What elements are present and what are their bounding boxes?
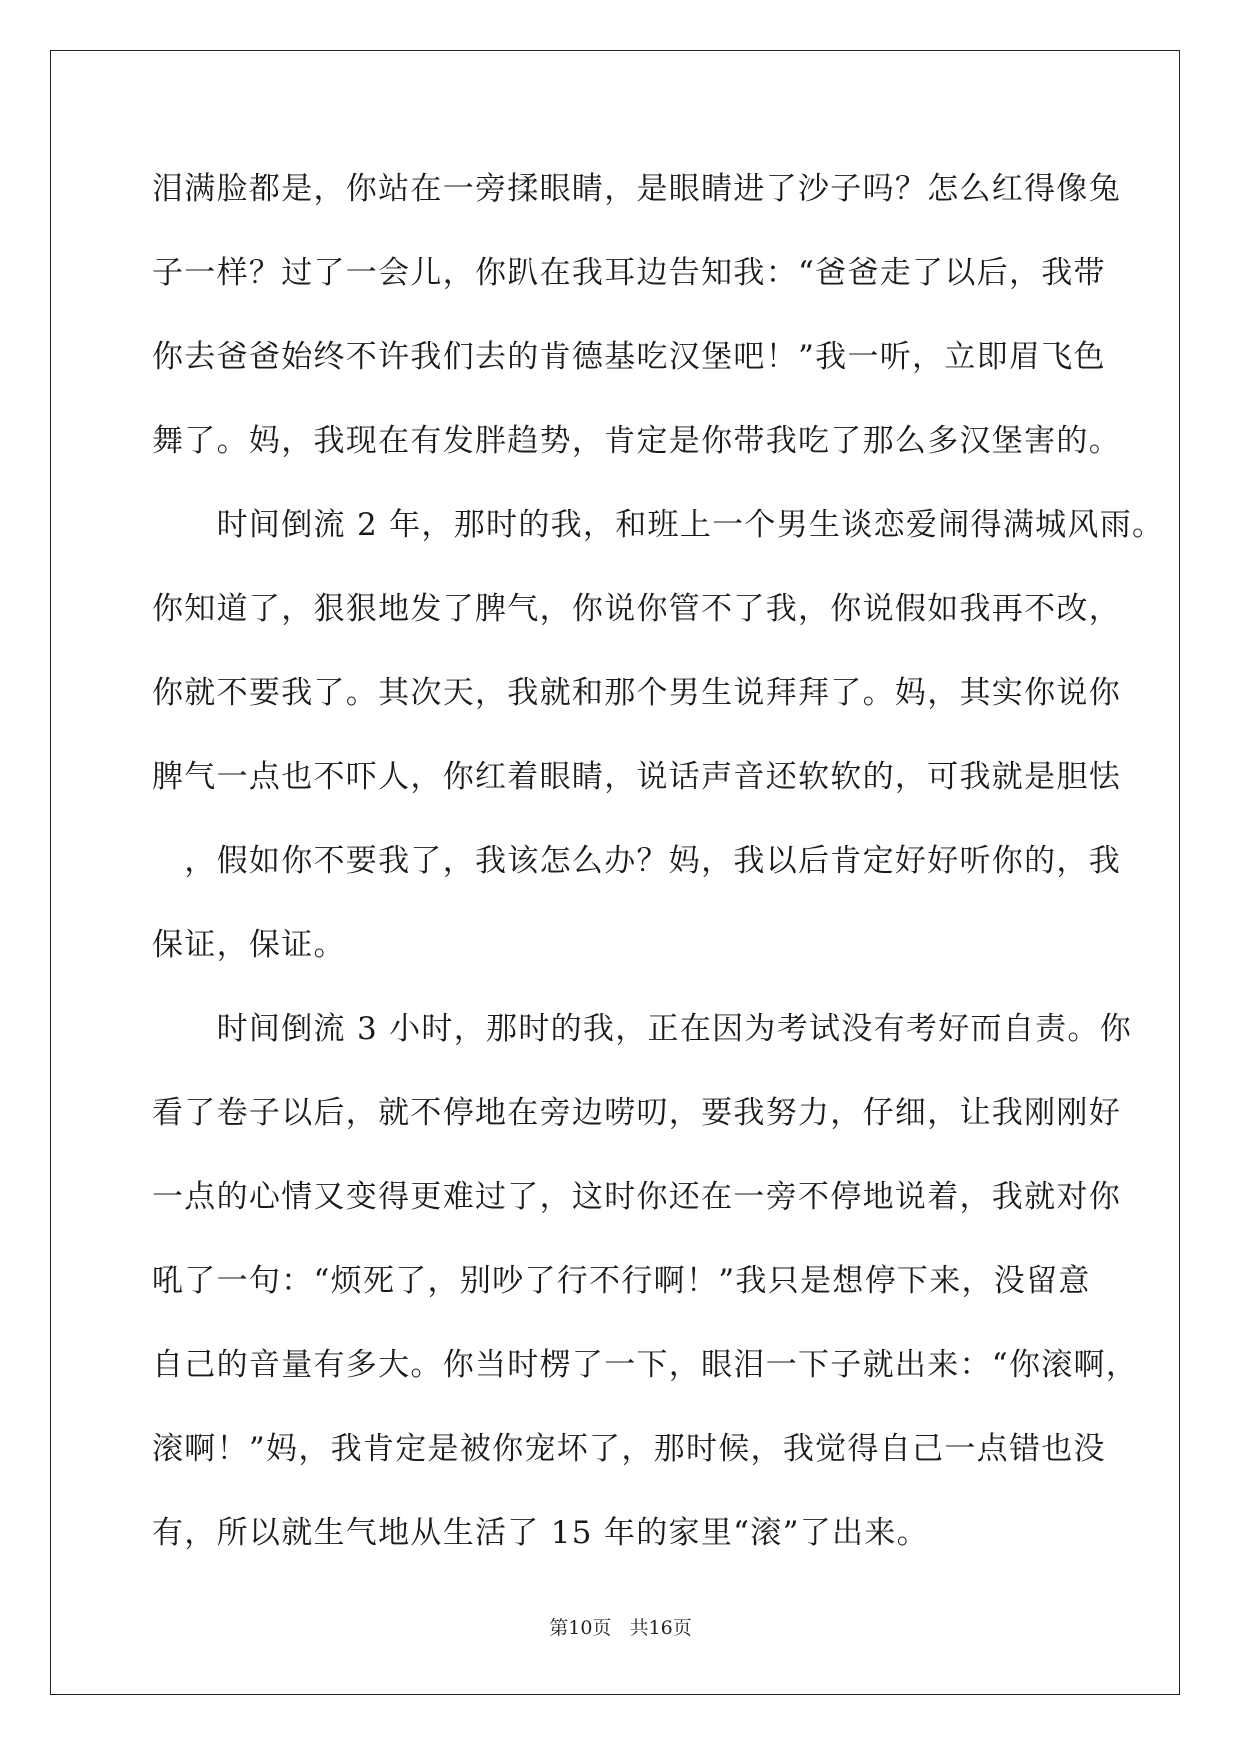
text-line: 有，所以就生气地从生活了 15 年的家里“滚”了出来。 xyxy=(152,1515,929,1551)
text-line: 泪满脸都是，你站在一旁揉眼睛，是眼睛进了沙子吗？怎么红得像兔 xyxy=(152,171,1121,207)
text-line: 一点的心情又变得更难过了，这时你还在一旁不停地说着，我就对你 xyxy=(152,1179,1121,1215)
text-line: 自己的音量有多大。你当时楞了一下，眼泪一下子就出来：“你滚啊， xyxy=(152,1347,1139,1383)
total-pages-label: 共16页 xyxy=(629,1617,692,1639)
text-line: 你知道了，狠狠地发了脾气，你说你管不了我，你说假如我再不改， xyxy=(152,591,1121,627)
text-line: 看了卷子以后，就不停地在旁边唠叨，要我努力，仔细，让我刚刚好 xyxy=(152,1095,1121,1131)
page-footer xyxy=(0,1619,1241,1638)
text-line: 你就不要我了。其次天，我就和那个男生说拜拜了。妈，其实你说你 xyxy=(152,675,1121,711)
current-page-label: 第10页 xyxy=(549,1617,612,1639)
text-line: 吼了一句：“烦死了，别吵了行不行啊！”我只是想停下来，没留意 xyxy=(152,1263,1091,1299)
text-line: 子一样？过了一会儿，你趴在我耳边告知我：“爸爸走了以后，我带 xyxy=(152,255,1106,291)
text-line: 你去爸爸始终不许我们去的肯德基吃汉堡吧！”我一听，立即眉飞色 xyxy=(152,339,1106,375)
text-line: 脾气一点也不吓人，你红着眼睛，说话声音还软软的，可我就是胆怯 xyxy=(152,759,1121,795)
text-line: 滚啊！”妈，我肯定是被你宠坏了，那时候，我觉得自己一点错也没 xyxy=(152,1431,1106,1467)
text-line: 保证，保证。 xyxy=(152,927,346,963)
text-line: 舞了。妈，我现在有发胖趋势，肯定是你带我吃了那么多汉堡害的。 xyxy=(152,423,1121,459)
text-line: ，假如你不要我了，我该怎么办？妈，我以后肯定好好听你的，我 xyxy=(152,843,1121,879)
paragraph-start-line: 时间倒流 2 年，那时的我，和班上一个男生谈恋爱闹得满城风雨。 xyxy=(152,507,1165,543)
paragraph-start-line: 时间倒流 3 小时，那时的我，正在因为考试没有考好而自责。你 xyxy=(152,1011,1133,1047)
